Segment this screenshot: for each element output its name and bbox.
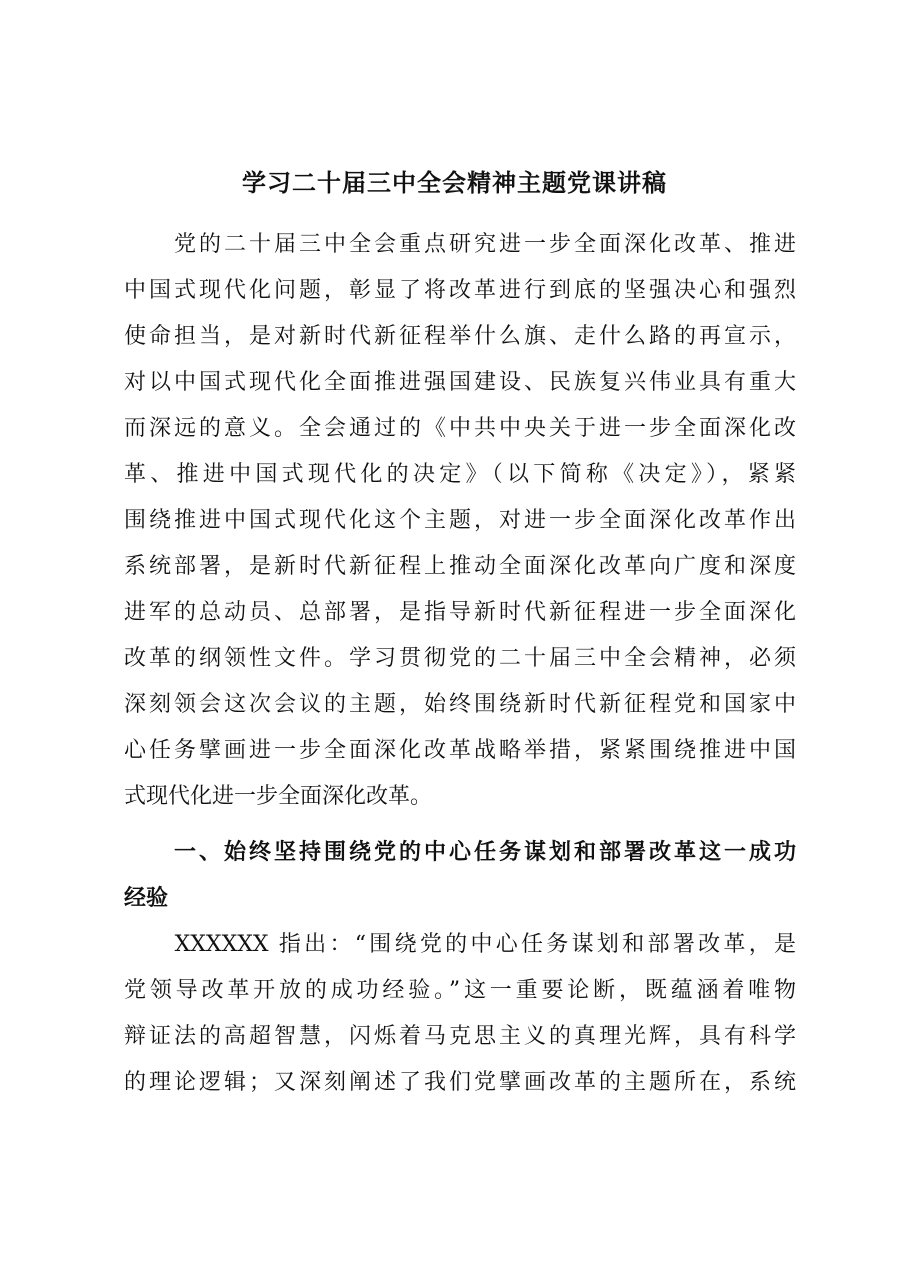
paragraph-section-1 xyxy=(124,922,796,1106)
paragraph-line: 而深远的意义。全会通过的《中共中央关于进一步全面深化改 xyxy=(124,416,796,441)
section-heading-1 xyxy=(124,830,796,922)
paragraph-line: 的理论逻辑；又深刻阐述了我们党擘画改革的主题所在，系统 xyxy=(124,1070,796,1095)
paragraph-line: 式现代化进一步全面深化改革。 xyxy=(124,784,433,809)
paragraph-line: 革、推进中国式现代化的决定》（以下简称《决定》），紧紧 xyxy=(124,462,796,487)
paragraph-line: 党领导改革开放的成功经验。”这一重要论断，既蕴涵着唯物 xyxy=(124,978,796,1003)
document-title: 学习二十届三中全会精神主题党课讲稿 xyxy=(242,168,667,197)
paragraph-line: XXXXXX 指出：“围绕党的中心任务谋划和部署改革，是 xyxy=(124,932,796,957)
paragraph-line: 进军的总动员、总部署，是指导新时代新征程进一步全面深化 xyxy=(124,600,796,625)
paragraph-line: 围绕推进中国式现代化这个主题，对进一步全面深化改革作出 xyxy=(124,508,796,533)
paragraph-line: 党的二十届三中全会重点研究进一步全面深化改革、推进 xyxy=(124,232,796,257)
paragraph-line: 系统部署，是新时代新征程上推动全面深化改革向广度和深度 xyxy=(124,554,796,579)
paragraph-line: 深刻领会这次会议的主题，始终围绕新时代新征程党和国家中 xyxy=(124,692,796,717)
paragraph-line: 对以中国式现代化全面推进强国建设、民族复兴伟业具有重大 xyxy=(124,370,796,395)
paragraph-line: 辩证法的高超智慧，闪烁着马克思主义的真理光辉，具有科学 xyxy=(124,1024,796,1049)
paragraph-line: 心任务擘画进一步全面深化改革战略举措，紧紧围绕推进中国 xyxy=(124,738,796,763)
heading-line: 经验 xyxy=(124,886,169,911)
heading-line: 一、始终坚持围绕党的中心任务谋划和部署改革这一成功 xyxy=(124,840,796,865)
paragraph-line: 中国式现代化问题，彰显了将改革进行到底的坚强决心和强烈 xyxy=(124,278,796,303)
paragraph-intro xyxy=(124,222,796,820)
paragraph-line: 改革的纲领性文件。学习贯彻党的二十届三中全会精神，必须 xyxy=(124,646,796,671)
paragraph-line: 使命担当，是对新时代新征程举什么旗、走什么路的再宣示， xyxy=(124,324,796,349)
